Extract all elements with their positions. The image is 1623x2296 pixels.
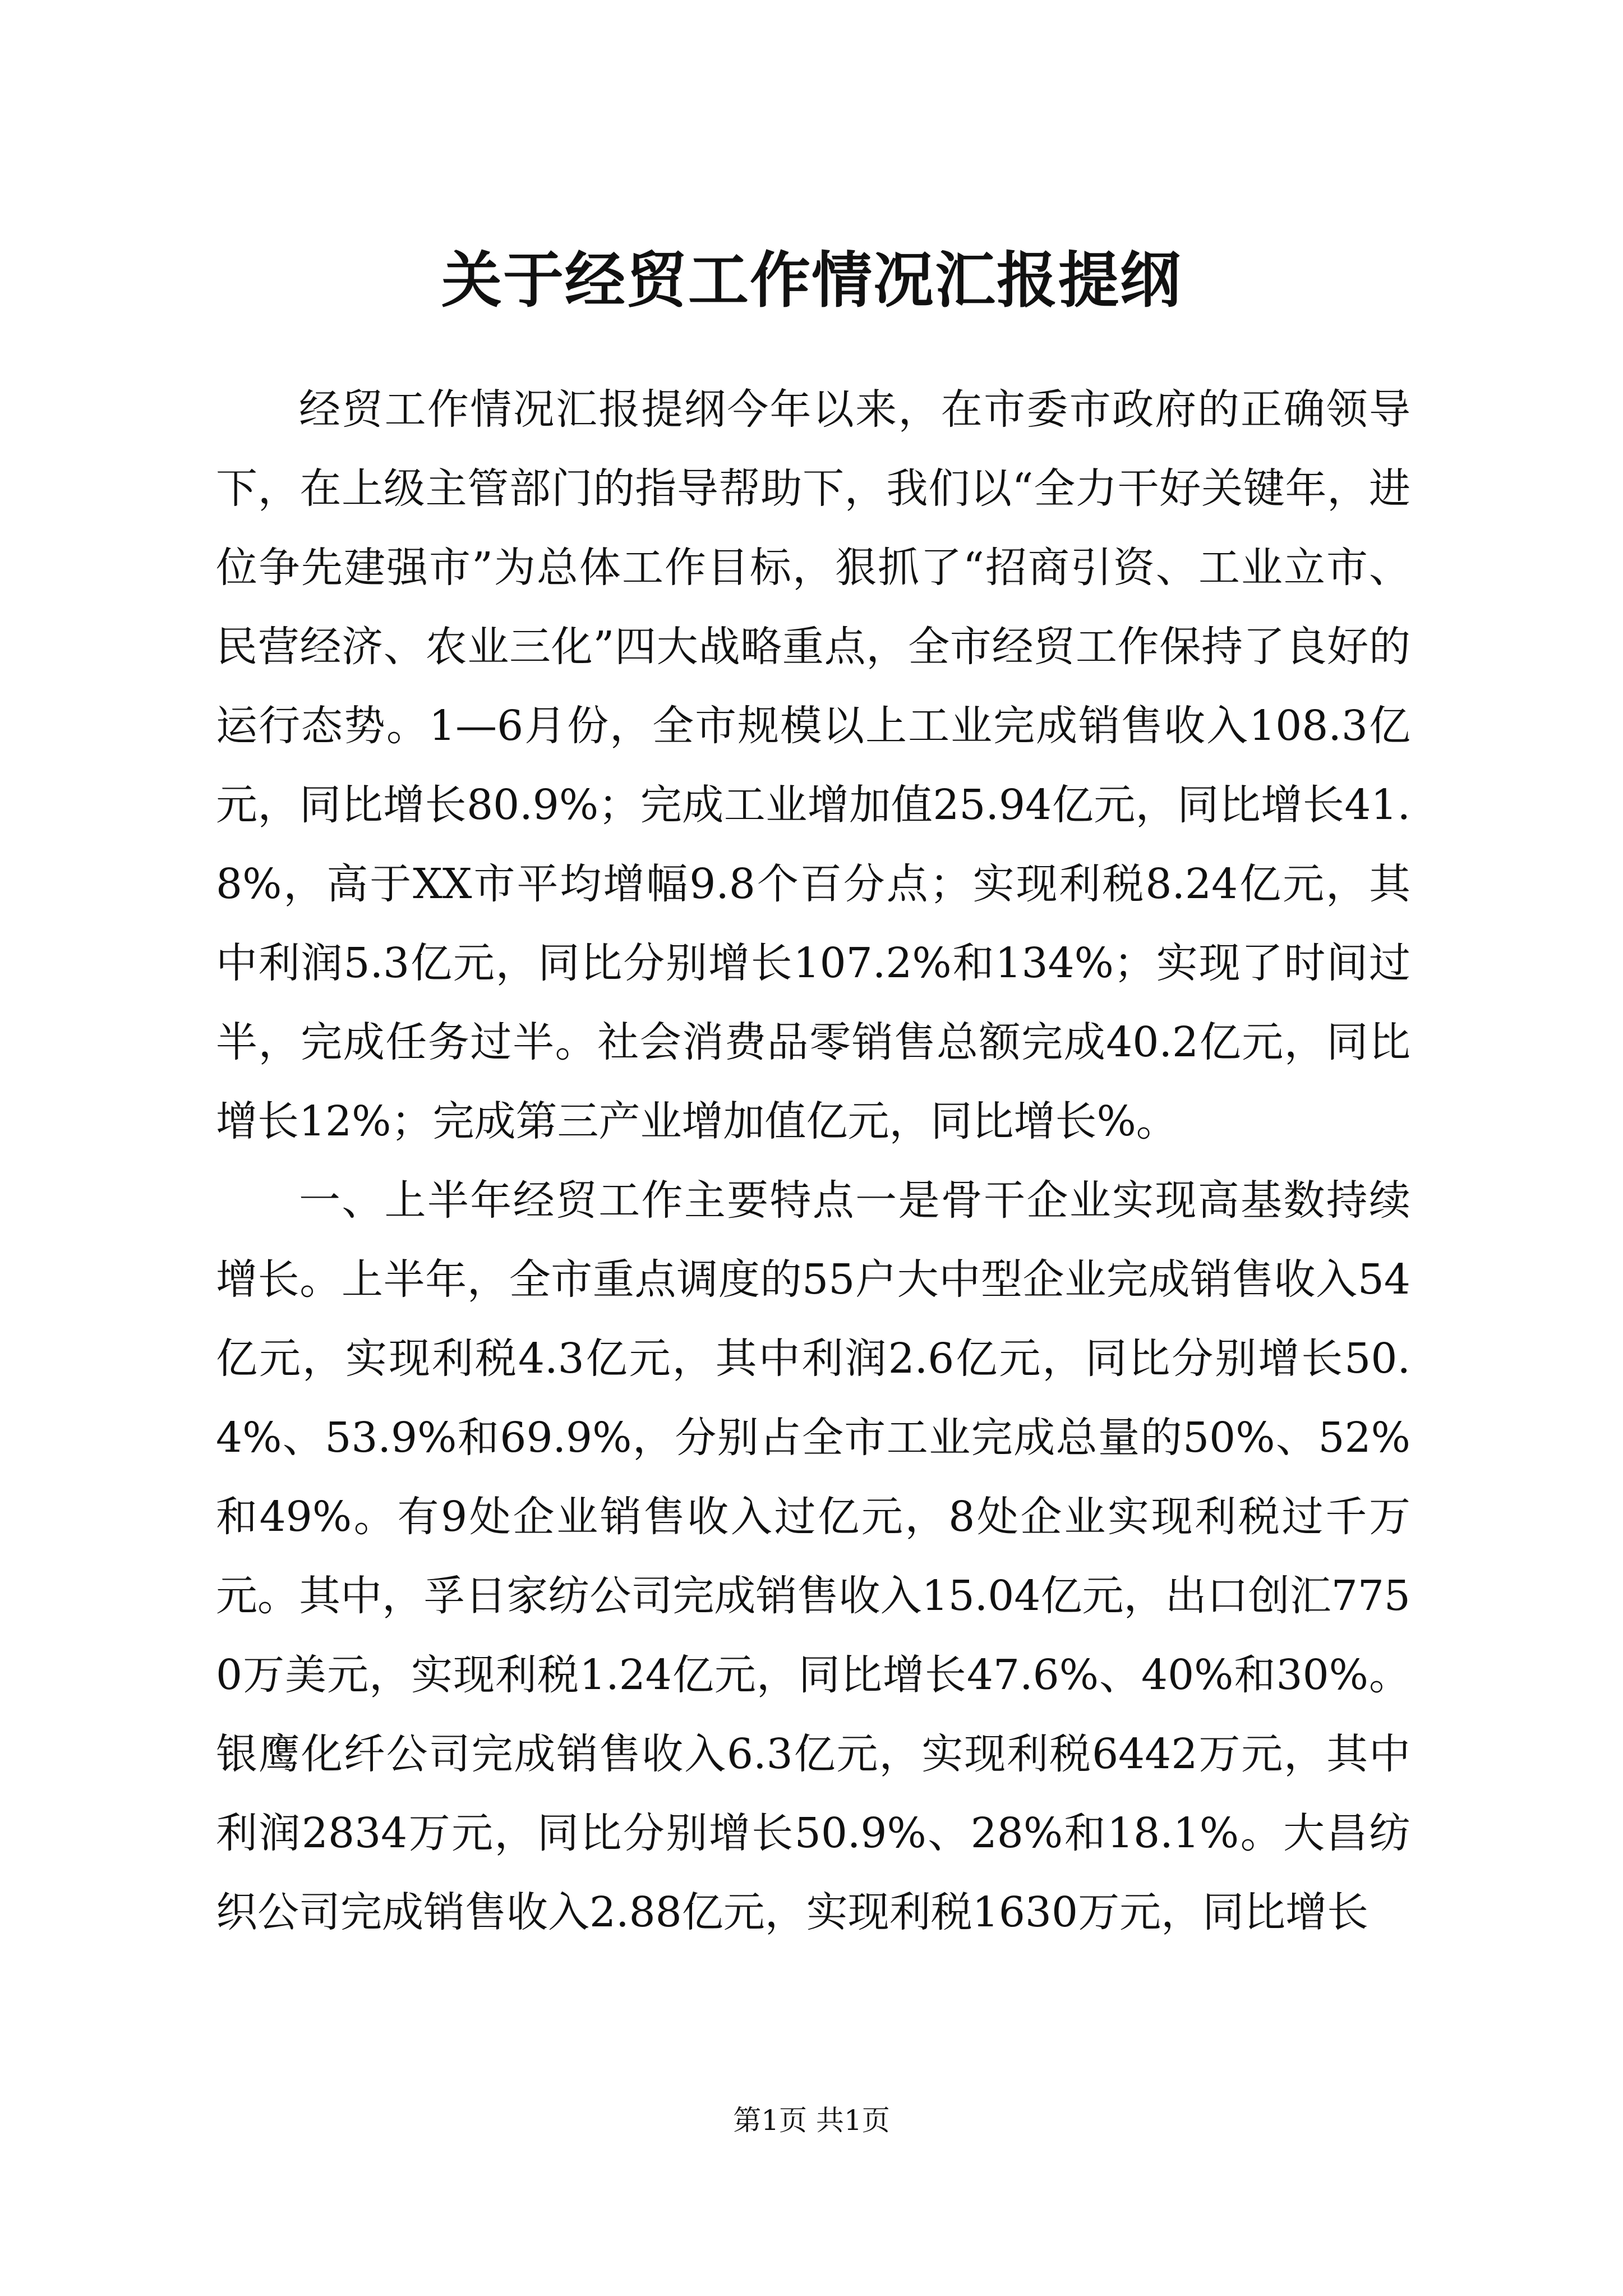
paragraph-section-one: 一、上半年经贸工作主要特点一是骨干企业实现高基数持续增长。上半年，全市重点调度的55户大中型企业完成销售收入54亿元，实现利税4.3亿元，其中利润2.6亿元，同比分别增长50.4%、53.9%和69.9%，分别占全市工业完成总量的50%、52%和49%。有9处企业销售收入过亿元，8处企业实现利税过千万元。其中，孚日家纺公司完成销售收入15.04亿元，出口创汇7750万美元，实现利税1.24亿元，同比增长47.6%、40%和30%。银鹰化纤公司完成销售收入6.3亿元，实现利税6442万元，其中利润2834万元，同比分别增长50.9%、28%和18.1%。大昌纺织公司完成销售收入2.88亿元，实现利税1630万元，同比增长 bbox=[216, 1176, 1410, 1936]
paragraph-intro: 经贸工作情况汇报提纲今年以来，在市委市政府的正确领导下，在上级主管部门的指导帮助下，我们以“全力干好关键年，进位争先建强市”为总体工作目标，狠抓了“招商引资、工业立市、民营经济、农业三化”四大战略重点，全市经贸工作保持了良好的运行态势。1—6月份，全市规模以上工业完成销售收入108.3亿元，同比增长80.9%；完成工业增加值25.94亿元，同比增长41.8%，高于XX市平均增幅9.8个百分点；实现利税8.24亿元，其中利润5.3亿元，同比分别增长107.2%和134%；实现了时间过半，完成任务过半。社会消费品零销售总额完成40.2亿元，同比增长12%；完成第三产业增加值亿元，同比增长%。 bbox=[216, 385, 1410, 1145]
document-title: 关于经贸工作情况汇报提纲 bbox=[441, 245, 1182, 316]
page-footer: 第1页 共1页 bbox=[733, 2104, 890, 2137]
document-body bbox=[216, 370, 1410, 1952]
